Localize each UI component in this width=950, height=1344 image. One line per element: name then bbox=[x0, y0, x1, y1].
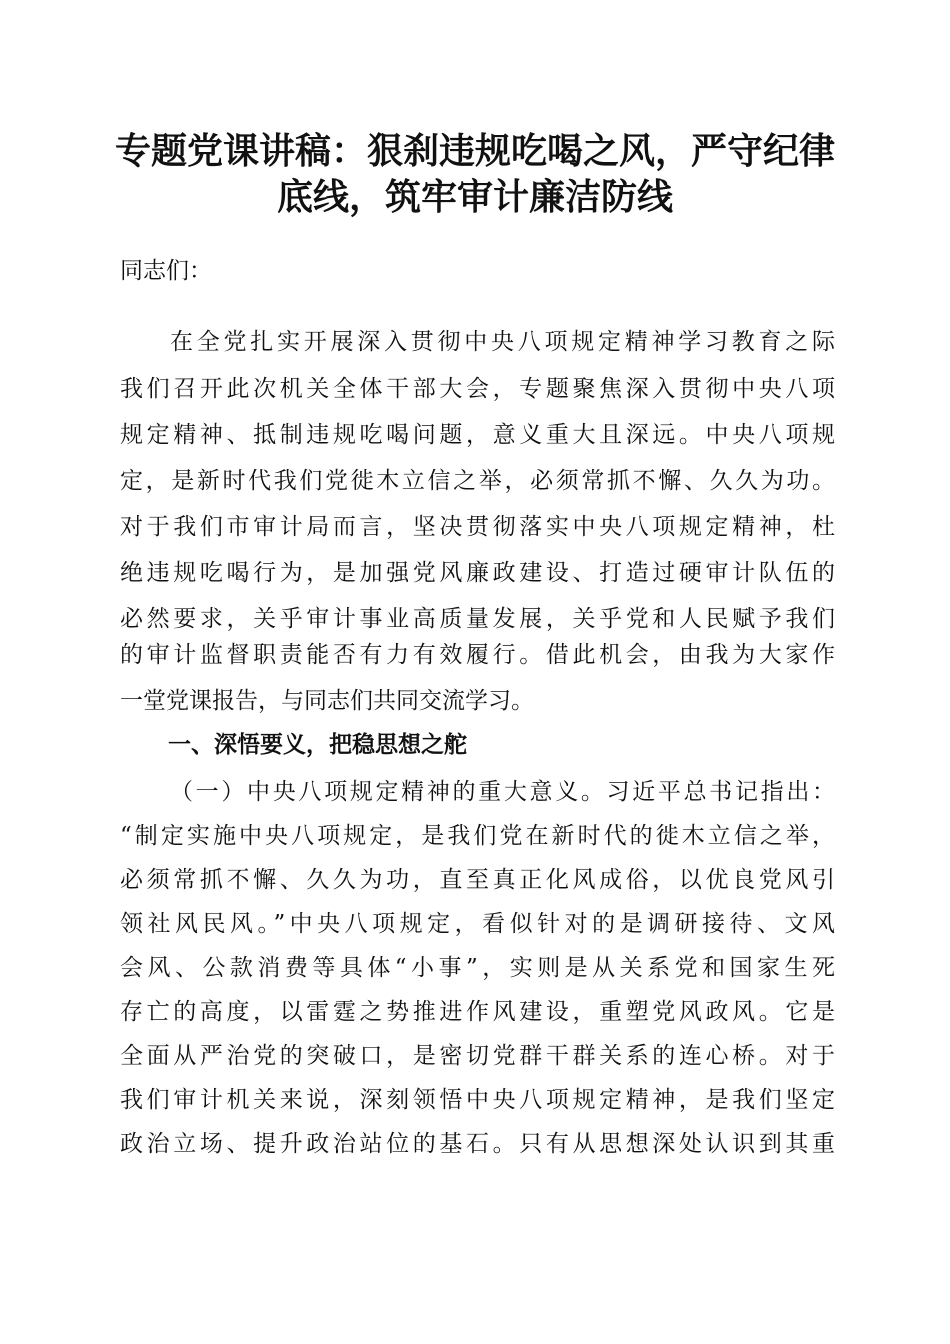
body-line: 全面从严治党的突破口，是密切党群干群关系的连心桥。对于 bbox=[120, 1043, 835, 1069]
body-line: 对于我们市审计局而言，坚决贯彻落实中央八项规定精神，杜 bbox=[120, 514, 835, 540]
title-line-2: 底线，筑牢审计廉洁防线 bbox=[276, 176, 673, 218]
greeting: 同志们： bbox=[120, 258, 212, 284]
body-line: 政治立场、提升政治站位的基石。只有从思想深处认识到其重 bbox=[120, 1131, 835, 1157]
body-line: （一）中央八项规定精神的重大意义。习近平总书记指出： bbox=[170, 779, 835, 805]
body-line: 必然要求，关乎审计事业高质量发展，关乎党和人民赋予我们 bbox=[120, 606, 835, 632]
body-line: 领社风民风。”中央八项规定，看似针对的是调研接待、文风 bbox=[120, 911, 835, 937]
title-line-1: 专题党课讲稿：狠刹违规吃喝之风，严守纪律 bbox=[114, 130, 835, 172]
body-line: 我们审计机关来说，深刻领悟中央八项规定精神，是我们坚定 bbox=[120, 1087, 835, 1113]
body-line: 我们召开此次机关全体干部大会，专题聚焦深入贯彻中央八项 bbox=[120, 376, 835, 402]
body-line: 在全党扎实开展深入贯彻中央八项规定精神学习教育之际 bbox=[170, 329, 835, 355]
body-line: 一堂党课报告，与同志们共同交流学习。 bbox=[120, 688, 534, 714]
body-line: “制定实施中央八项规定，是我们党在新时代的徙木立信之举， bbox=[120, 823, 835, 849]
body-line: 绝违规吃喝行为，是加强党风廉政建设、打造过硬审计队伍的 bbox=[120, 560, 835, 586]
body-line: 规定精神、抵制违规吃喝问题，意义重大且深远。中央八项规 bbox=[120, 422, 835, 448]
body-line: 会风、公款消费等具体“小事”，实则是从关系党和国家生死 bbox=[120, 955, 835, 981]
body-line: 必须常抓不懈、久久为功，直至真正化风成俗，以优良党风引 bbox=[120, 867, 835, 893]
body-line: 存亡的高度，以雷霆之势推进作风建设，重塑党风政风。它是 bbox=[120, 999, 835, 1025]
body-line: 的审计监督职责能否有力有效履行。借此机会，由我为大家作 bbox=[120, 642, 835, 668]
document-title bbox=[0, 128, 950, 220]
section-heading: 一、深悟要义，把稳思想之舵 bbox=[168, 732, 467, 758]
body-line: 定，是新时代我们党徙木立信之举，必须常抓不懈、久久为功。 bbox=[120, 468, 835, 494]
